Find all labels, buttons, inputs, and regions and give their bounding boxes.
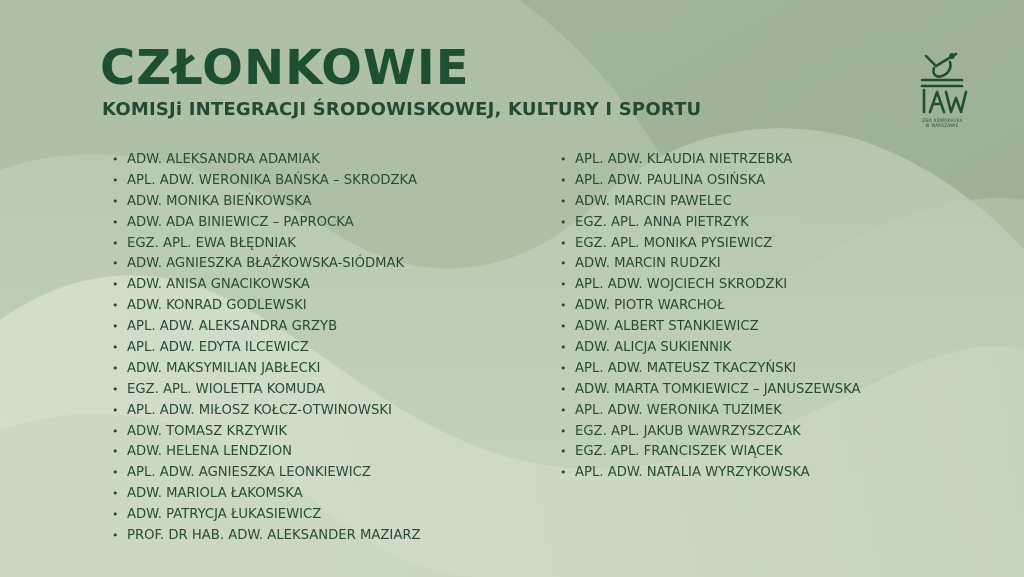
member-name: APL. ADW. WERONIKA TUZIMEK <box>575 402 782 418</box>
iaw-logo-icon <box>912 50 972 118</box>
bullet-icon: • <box>112 341 119 355</box>
member-item <box>112 317 421 338</box>
member-item <box>112 234 421 255</box>
member-name: ADW. TOMASZ KRZYWIK <box>127 423 287 439</box>
page-title: CZŁONKOWIE <box>100 40 470 96</box>
member-item <box>112 505 421 526</box>
member-name: EGZ. APL. MONIKA PYSIEWICZ <box>575 235 773 251</box>
logo-text-line1: IZBA ADWOKACKA <box>921 118 963 123</box>
bullet-icon: • <box>112 215 119 229</box>
members-list-right <box>560 150 861 484</box>
member-item <box>560 463 861 484</box>
bullet-icon: • <box>112 508 119 522</box>
member-item <box>560 275 861 296</box>
member-item <box>112 150 421 171</box>
member-item <box>560 380 861 401</box>
bullet-icon: • <box>560 445 567 459</box>
member-item <box>112 338 421 359</box>
member-name: EGZ. APL. EWA BŁĘDNIAK <box>127 235 296 251</box>
bullet-icon: • <box>112 487 119 501</box>
member-name: ADW. KONRAD GODLEWSKI <box>127 298 307 314</box>
member-name: ADW. MARCIN RUDZKI <box>575 256 721 272</box>
member-item <box>112 359 421 380</box>
bullet-icon: • <box>112 466 119 480</box>
member-name: ADW. PATRYCJA ŁUKASIEWICZ <box>127 507 322 523</box>
member-name: APL. ADW. EDYTA ILCEWICZ <box>127 340 309 356</box>
member-name: APL. ADW. NATALIA WYRZYKOWSKA <box>575 465 810 481</box>
bullet-icon: • <box>112 278 119 292</box>
member-item <box>112 254 421 275</box>
member-name: EGZ. APL. WIOLETTA KOMUDA <box>127 381 326 397</box>
bullet-icon: • <box>560 236 567 250</box>
member-item <box>112 171 421 192</box>
member-item <box>112 401 421 422</box>
bullet-icon: • <box>560 299 567 313</box>
bullet-icon: • <box>112 382 119 396</box>
member-item <box>560 234 861 255</box>
member-name: ADW. MONIKA BIEŃKOWSKA <box>127 193 312 209</box>
member-name: ADW. ADA BINIEWICZ – PAPROCKA <box>127 214 354 230</box>
bullet-icon: • <box>112 236 119 250</box>
member-name: ADW. ALICJA SUKIENNIK <box>575 340 732 356</box>
member-item <box>560 317 861 338</box>
member-name: PROF. DR HAB. ADW. ALEKSANDER MAZIARZ <box>127 528 421 544</box>
logo-text-line2: W WARSZAWIE <box>925 123 959 128</box>
member-item <box>112 526 421 547</box>
member-item <box>560 254 861 275</box>
member-name: ADW. MARIOLA ŁAKOMSKA <box>127 486 303 502</box>
member-item <box>112 463 421 484</box>
member-name: APL. ADW. WERONIKA BAŃSKA – SKRODZKA <box>127 172 417 188</box>
member-name: APL. ADW. AGNIESZKA LEONKIEWICZ <box>127 465 371 481</box>
bullet-icon: • <box>112 320 119 334</box>
bullet-icon: • <box>560 215 567 229</box>
bullet-icon: • <box>560 278 567 292</box>
member-name: EGZ. APL. JAKUB WAWRZYSZCZAK <box>575 423 801 439</box>
bullet-icon: • <box>560 361 567 375</box>
member-item <box>112 296 421 317</box>
member-item <box>560 422 861 443</box>
member-name: ADW. HELENA LENDZION <box>127 444 292 460</box>
member-name: APL. ADW. MIŁOSZ KOŁCZ-OTWINOWSKI <box>127 402 392 418</box>
member-item <box>560 401 861 422</box>
member-name: APL. ADW. ALEKSANDRA GRZYB <box>127 319 338 335</box>
member-item <box>112 192 421 213</box>
member-item <box>112 422 421 443</box>
member-item <box>560 296 861 317</box>
page-subtitle: KOMISJi INTEGRACJI ŚRODOWISKOWEJ, KULTURY I SPORTU <box>102 99 702 120</box>
bullet-icon: • <box>560 257 567 271</box>
member-item <box>112 442 421 463</box>
bullet-icon: • <box>112 424 119 438</box>
member-name: EGZ. APL. ANNA PIETRZYK <box>575 214 749 230</box>
member-name: ADW. MAKSYMILIAN JABŁECKI <box>127 360 321 376</box>
member-item <box>560 442 861 463</box>
bullet-icon: • <box>112 153 119 166</box>
member-name: APL. ADW. PAULINA OSIŃSKA <box>575 172 766 188</box>
member-item <box>112 213 421 234</box>
bullet-icon: • <box>560 194 567 208</box>
members-list-left <box>112 150 421 547</box>
member-name: ADW. ALEKSANDRA ADAMIAK <box>127 152 320 167</box>
bullet-icon: • <box>112 361 119 375</box>
member-item <box>112 275 421 296</box>
member-name: ADW. ANISA GNACIKOWSKA <box>127 277 310 293</box>
member-item <box>112 380 421 401</box>
bullet-icon: • <box>112 445 119 459</box>
bullet-icon: • <box>112 299 119 313</box>
member-name: ADW. PIOTR WARCHOŁ <box>575 298 725 314</box>
bullet-icon: • <box>560 341 567 355</box>
member-item <box>560 192 861 213</box>
member-item <box>560 338 861 359</box>
bullet-icon: • <box>560 424 567 438</box>
member-name: ADW. MARTA TOMKIEWICZ – JANUSZEWSKA <box>575 381 861 397</box>
member-name: APL. ADW. MATEUSZ TKACZYŃSKI <box>575 360 797 376</box>
bullet-icon: • <box>112 403 119 417</box>
member-name: ADW. ALBERT STANKIEWICZ <box>575 319 759 335</box>
member-item <box>560 150 861 171</box>
bullet-icon: • <box>560 320 567 334</box>
member-item <box>112 484 421 505</box>
bullet-icon: • <box>560 153 567 166</box>
member-name: APL. ADW. WOJCIECH SKRODZKI <box>575 277 788 293</box>
bullet-icon: • <box>112 173 119 187</box>
bullet-icon: • <box>112 529 119 543</box>
member-name: ADW. MARCIN PAWELEC <box>575 193 732 209</box>
bullet-icon: • <box>112 194 119 208</box>
member-item <box>560 213 861 234</box>
member-name: ADW. AGNIESZKA BŁAŻKOWSKA-SIÓDMAK <box>127 256 405 272</box>
member-item <box>560 171 861 192</box>
member-name: EGZ. APL. FRANCISZEK WIĄCEK <box>575 444 783 460</box>
member-name: APL. ADW. KLAUDIA NIETRZEBKA <box>575 152 793 167</box>
bullet-icon: • <box>112 257 119 271</box>
bullet-icon: • <box>560 403 567 417</box>
iaw-logo <box>912 50 972 130</box>
member-item <box>560 359 861 380</box>
bullet-icon: • <box>560 173 567 187</box>
bullet-icon: • <box>560 466 567 480</box>
bullet-icon: • <box>560 382 567 396</box>
